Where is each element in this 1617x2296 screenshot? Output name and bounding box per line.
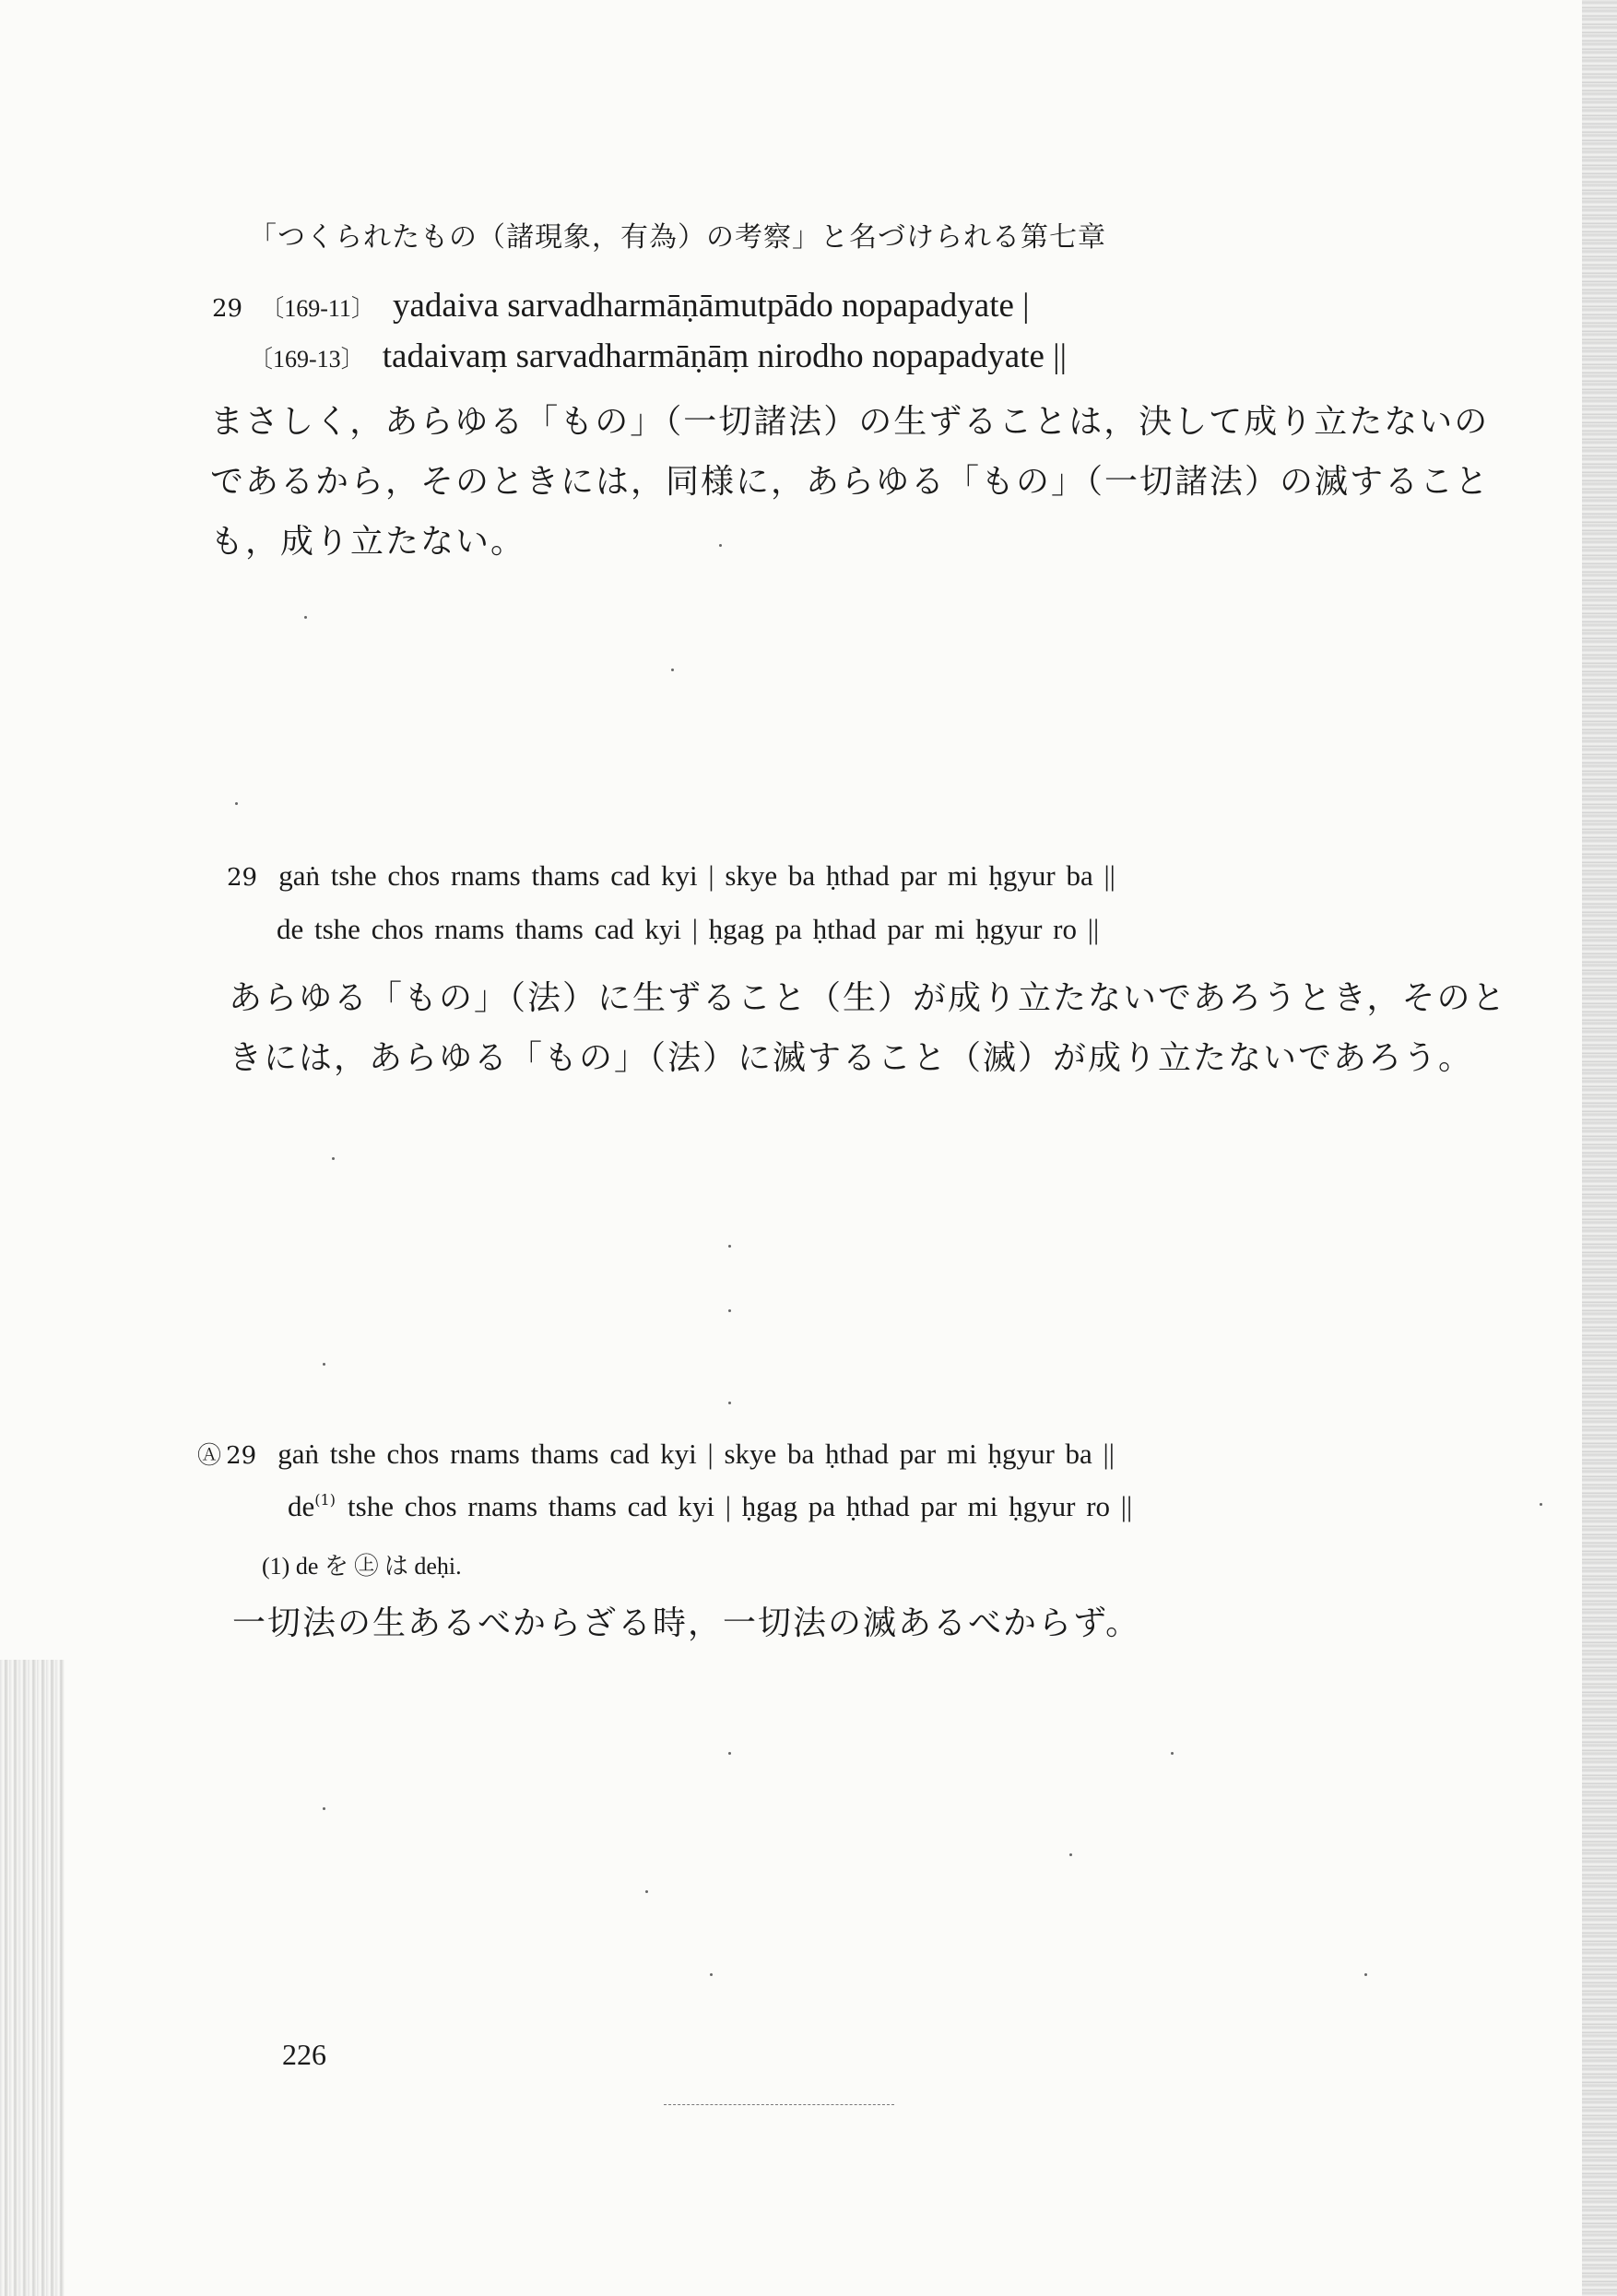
scan-speck <box>728 1752 731 1755</box>
scan-speck <box>728 1309 731 1312</box>
scan-speck <box>323 1363 325 1366</box>
scan-speck <box>323 1807 325 1810</box>
tibetan-text: tshe chos rnams thams cad kyi | ḥgag pa ḥthad par mi ḥgyur ro || <box>348 1490 1133 1522</box>
sanskrit-line-1 <box>212 286 1030 325</box>
scan-speck <box>728 1402 731 1404</box>
translation-line: あらゆる「もの」（法）に生ずること（生）が成り立たないであろうとき，そのと <box>229 979 1507 1017</box>
sanskrit-line-2 <box>249 337 1067 376</box>
source-marker: Ⓐ <box>197 1442 222 1470</box>
scan-speck <box>332 1157 335 1160</box>
translation-line: きには，あらゆる「もの」（法）に滅すること（滅）が成り立たないであろう。 <box>229 1039 1474 1077</box>
footnote: (1) de を ㊤ は deḥi. <box>262 1553 462 1580</box>
akutobhaya-line-1 <box>197 1437 1115 1471</box>
verse-reference: 〔169-13〕 <box>249 346 365 373</box>
akutobhaya-translation: 一切法の生あるべからざる時，一切法の滅あるべからず。 <box>232 1604 1141 1642</box>
verse-number: 29 <box>212 295 243 323</box>
scan-speck <box>671 669 674 671</box>
sanskrit-translation <box>210 392 1490 572</box>
scan-speck <box>1364 1973 1367 1976</box>
tibetan-translation <box>229 968 1507 1088</box>
scan-edge-left <box>0 1660 65 2296</box>
scan-speck <box>728 1245 731 1248</box>
tibetan-word: de <box>288 1490 315 1522</box>
chapter-header: 「つくられたもの（諸現象，有為）の考察」と名づけられる第七章 <box>249 221 1106 254</box>
scan-speck <box>1171 1752 1174 1755</box>
translation-line: も，成り立たない。 <box>210 523 526 561</box>
verse-reference: 〔169-11〕 <box>260 295 375 322</box>
scan-speck <box>1540 1503 1542 1506</box>
tibetan-line-2 <box>277 913 1099 946</box>
akutobhaya-line-2 <box>288 1490 1132 1523</box>
scan-speck <box>304 616 307 619</box>
tibetan-text: gaṅ tshe chos rnams thams cad kyi | skye ba ḥthad par mi ḥgyur ba || <box>277 1438 1115 1470</box>
scan-speck <box>235 802 238 805</box>
translation-line: であるから，そのときには，同様に，あらゆる「もの」（一切諸法）の滅すること <box>210 463 1491 501</box>
scan-edge-right <box>1582 0 1617 2296</box>
verse-number: 29 <box>227 864 258 892</box>
tibetan-line-1 <box>227 859 1115 893</box>
tibetan-text: gaṅ tshe chos rnams thams cad kyi | skye ba ḥthad par mi ḥgyur ba || <box>278 859 1115 892</box>
scan-speck <box>1069 1853 1072 1856</box>
verse-number: 29 <box>226 1442 257 1470</box>
scan-speck <box>710 1973 713 1976</box>
footnote-mark: (1) <box>314 1491 336 1509</box>
scan-artifact-line <box>664 2104 894 2105</box>
scan-speck <box>645 1890 648 1893</box>
sanskrit-text: tadaivaṃ sarvadharmāṇāṃ nirodho nopapadyate || <box>382 337 1067 375</box>
tibetan-text: de tshe chos rnams thams cad kyi | ḥgag pa ḥthad par mi ḥgyur ro || <box>277 913 1100 945</box>
sanskrit-text: yadaiva sarvadharmāṇāmutpādo nopapadyate | <box>392 287 1030 325</box>
translation-line: まさしく，あらゆる「もの」（一切諸法）の生ずることは，決して成り立たないの <box>210 403 1490 441</box>
page-number: 226 <box>282 2038 326 2071</box>
scan-speck <box>719 544 722 547</box>
